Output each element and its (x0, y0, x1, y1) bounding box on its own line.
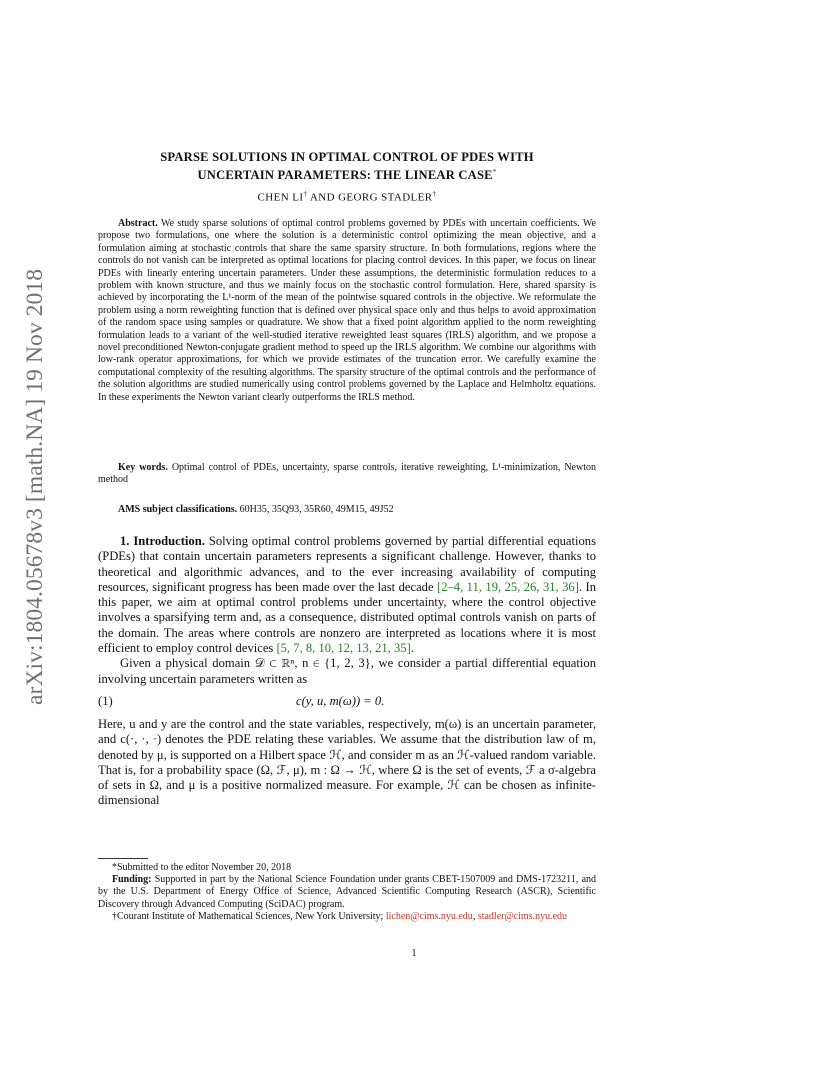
citation-link-2[interactable]: [5, 7, 8, 10, 12, 13, 21, 35] (276, 641, 411, 656)
intro-p1-c: . (410, 641, 414, 656)
introduction-section (98, 534, 596, 809)
equation-expression: c(y, u, m(ω)) = 0. (296, 693, 385, 708)
ams-classifications (118, 504, 596, 515)
abstract-label: Abstract. (118, 218, 158, 229)
title-footnote-mark: * (492, 168, 497, 176)
affiliation-text: †Courant Institute of Mathematical Sciences, New York University; (112, 910, 386, 922)
email-separator: , (472, 910, 478, 922)
citation-link-1[interactable]: [2–4, 11, 19, 25, 26, 31, 36] (437, 579, 579, 594)
intro-paragraph-2: Given a physical domain 𝒟 ⊂ ℝⁿ, n ∈ {1, 2, 3}, we consider a partial differential equation involving uncertain parameters written as (98, 656, 596, 686)
footnote-funding (98, 874, 596, 911)
intro-p1-b: . In this paper, we aim at optimal control problems under uncertainty, where the control objective involves a sparsifying term and, as a consequence, distributed optimal controls vanish on parts of the domain. The areas where controls are nonzero are interpreted as locations where it is most efficient to employ control devices (98, 579, 597, 656)
ams-label: AMS subject classifications. (118, 504, 238, 515)
paper-title (98, 150, 596, 183)
page-number: 1 (411, 948, 417, 959)
author-2: AND GEORG STADLER (307, 191, 433, 204)
author-1-mark: † (303, 190, 308, 198)
arxiv-stamp: arXiv:1804.05678v3 [math.NA] 19 Nov 2018 (22, 268, 48, 705)
footnotes (98, 862, 596, 923)
funding-label: Funding: (112, 874, 152, 886)
title-line-2-text: UNCERTAIN PARAMETERS: THE LINEAR CASE (197, 168, 493, 183)
footnote-affiliation (98, 911, 596, 923)
intro-p1-a: Solving optimal control problems governed by partial differential equations (PDEs) that contain uncertain parameters represents a significant challenge. However, thanks to theoretical and algorithmic advances, and to the ever increasing availability of computing resources, significant progress has been made over the last decade (98, 534, 597, 594)
keywords (98, 462, 596, 487)
section-heading: 1. Introduction. (120, 534, 205, 548)
ams-text: 60H35, 35Q93, 35R60, 49M15, 49J52 (239, 504, 394, 515)
footnote-submitted: *Submitted to the editor November 20, 2018 (112, 862, 292, 873)
funding-text: Supported in part by the National Science Foundation under grants CBET-1507009 and DMS-1723211, and by the U.S. Department of Energy Office of Science, Advanced Scientific Computing Research (ASCR), Scientific Discovery through Advanced Computing (SciDAC) program. (98, 874, 597, 910)
equation-number: (1) (98, 693, 113, 708)
title-line-1: SPARSE SOLUTIONS IN OPTIMAL CONTROL OF PDES WITH (160, 150, 534, 164)
footnote-rule (98, 858, 148, 859)
email-link-lichen[interactable]: lichen@cims.nyu.edu (385, 910, 473, 922)
email-link-stadler[interactable]: stadler@cims.nyu.edu (477, 910, 568, 922)
intro-paragraph-3: Here, u and y are the control and the state variables, respectively, m(ω) is an uncertain parameter, and c(·, ·, ·) denotes the PDE relating these variables. We assume that the distribution law of m, denoted by μ, is supported on a Hilbert space ℋ, and consider m as an ℋ-valued random variable. That is, for a probability space (Ω, ℱ, μ), m : Ω → ℋ, where Ω is the set of events, ℱ a σ-algebra of sets in Ω, and μ is a positive normalized measure. For example, ℋ can be chosen as infinite-dimensional (98, 716, 596, 808)
abstract (98, 218, 596, 404)
abstract-text: We study sparse solutions of optimal control problems governed by PDEs with uncertain coefficients. We propose two formulations, one where the solution is a deterministic control optimizing the mean objective, and a formulation aiming at stochastic controls that share the same sparsity structure. In both formulations, regions where the controls do not vanish can be interpreted as optimal locations for placing control devices. In this paper, we focus on linear PDEs with linearly entering uncertain parameters. Under these assumptions, the deterministic formulation reduces to a problem with known structure, and thus we mainly focus on the stochastic control formulation. Here, shared sparsity is achieved by incorporating the L¹-norm of the mean of the pointwise squared controls in the objective. We reformulate the problem using a norm reweighting function that is defined over physical space only and thus helps to avoid approximation of the random space using samples or quadrature. We show that a fixed point algorithm applied to the norm reweighting formulation leads to a variant of the well-studied iterative reweighted least squares (IRLS) algorithm, and we propose a novel preconditioned Newton-conjugate gradient method to speed up the IRLS algorithm. We combine our algorithms with low-rank operator approximations, for which we provide estimates of the truncation error. We carefully examine the computational complexity of the resulting algorithms. The sparsity structure of the optimal controls and the performance of the solution algorithms are studied numerically using control problems governed by the Laplace and Helmholtz equations. In these experiments the Newton variant clearly outperforms the IRLS method. (98, 218, 596, 403)
title-line-2 (98, 165, 596, 183)
author-2-mark: † (432, 190, 437, 198)
keywords-label: Key words. (118, 462, 168, 473)
keywords-text: Optimal control of PDEs, uncertainty, sparse controls, iterative reweighting, L¹-minimization, Newton method (98, 462, 596, 486)
equation-1 (98, 687, 596, 717)
authors (98, 190, 596, 204)
author-1: CHEN LI (257, 191, 304, 204)
intro-paragraph-1 (98, 534, 596, 656)
